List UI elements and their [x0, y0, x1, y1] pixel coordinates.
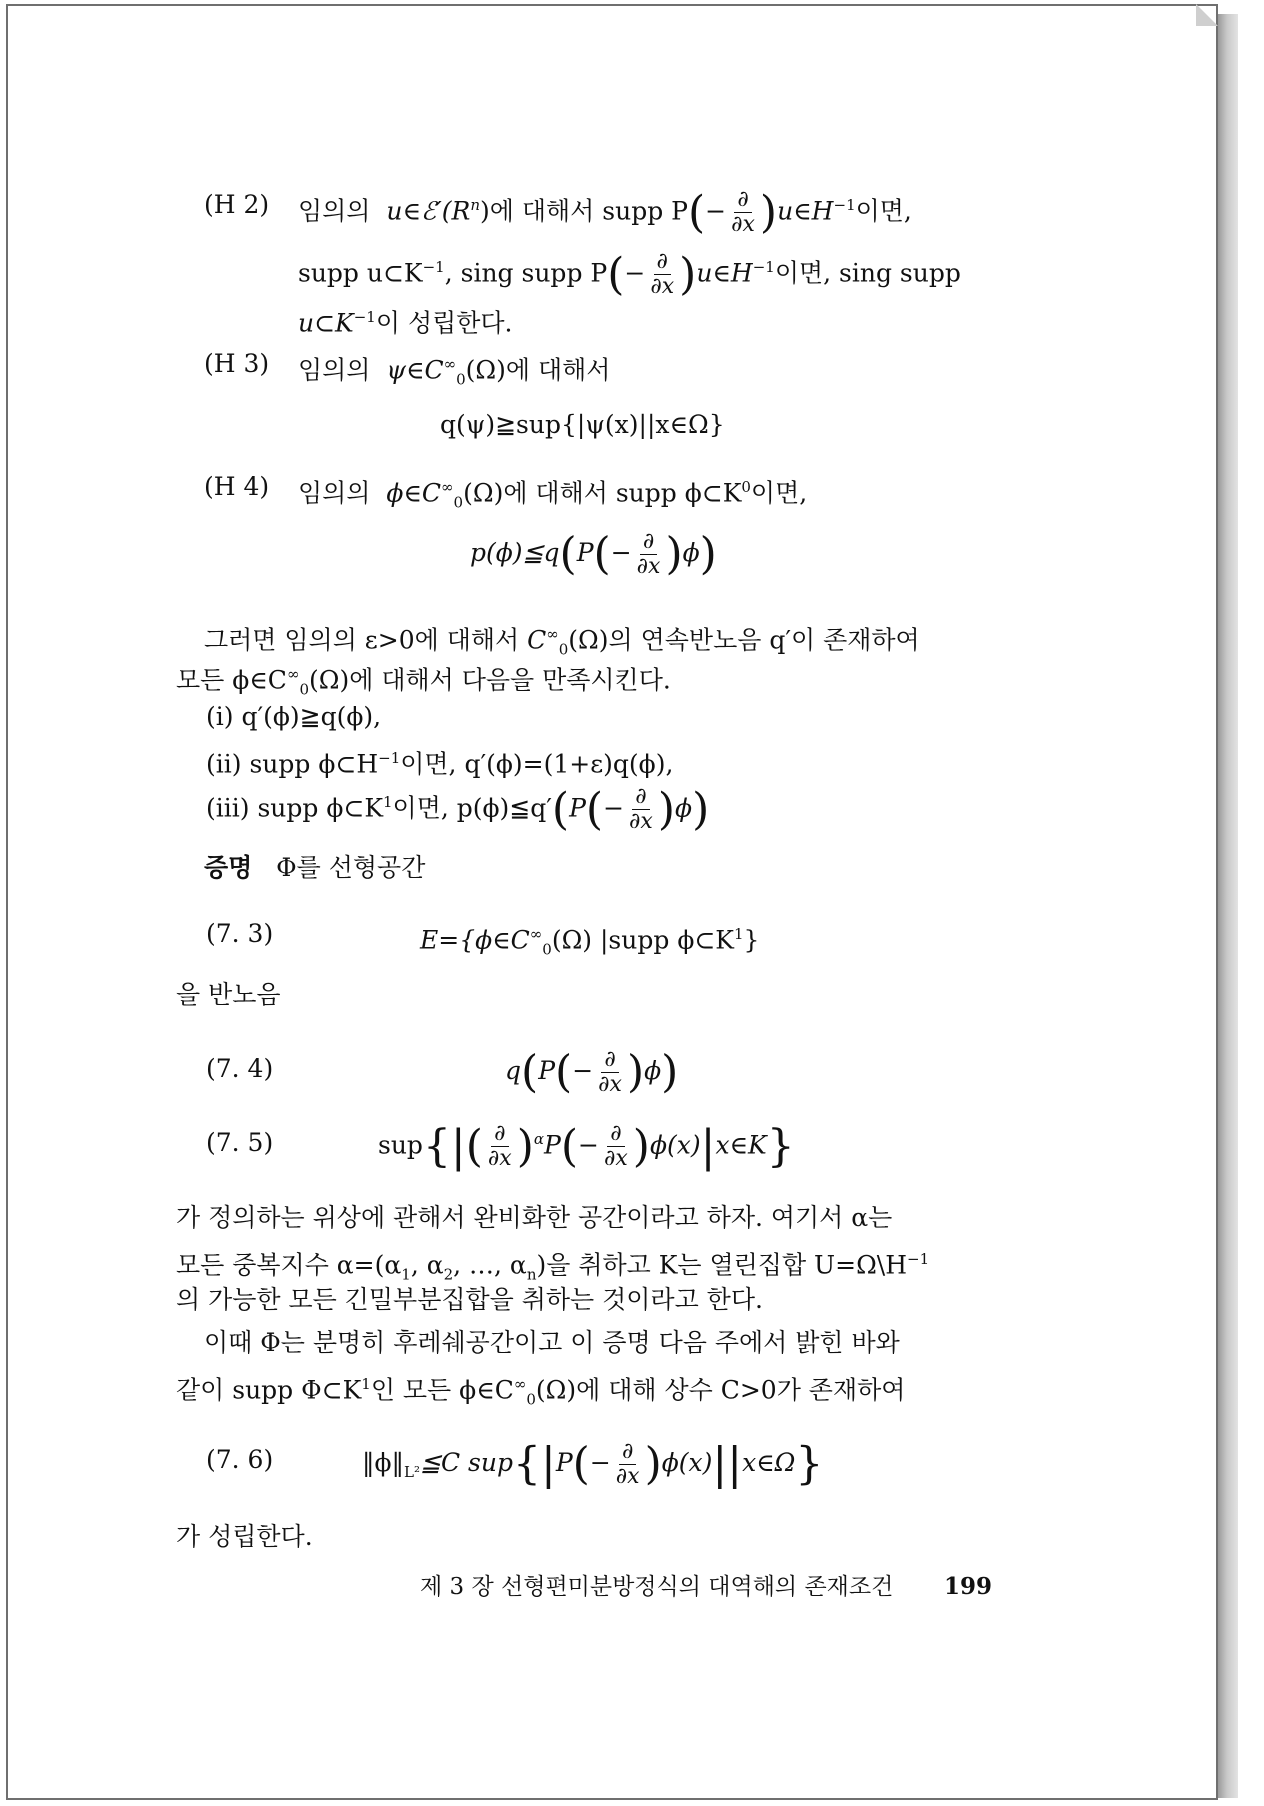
h2-line1: 임의의 $u\in ℰ'(R^n)$에 대해서 supp P(− $\frac{\partial}{\partial x}$ )$u\in H^{-1}$이면,: [298, 186, 912, 238]
eq-7-6-number: (7. 6): [206, 1445, 274, 1474]
running-footer: 제 3 장 선형편미분방정식의 대역해의 존재조건: [420, 1574, 894, 1600]
paragraph1-line1: 그러면 임의의 ε>0에 대해서 $C^\infty_0(\Omega)$의 연속반노음 q′이 존재하여: [204, 625, 920, 659]
item-ii: (ii) supp $\phi\subset H^{-1}$이면, q′(ϕ)=(1+ε)q(ϕ),: [206, 749, 674, 779]
h3-formula: q(ψ)≧sup{|ψ(x)||x∈Ω}: [440, 410, 725, 439]
fraction-d-dx: $\frac{\partial}{\partial x}$: [650, 249, 675, 300]
fraction-d-dx: $\frac{\partial}{\partial x}$: [615, 1439, 640, 1489]
page-edge-shadow: [1218, 14, 1238, 1798]
fraction-d-dx: $\frac{\partial}{\partial x}$: [603, 1121, 628, 1172]
item-iii: (iii) supp $\phi\subset K^1$이면, p(ϕ)≦q′(P(− $\frac{\partial}{\partial x}$ )ϕ): [206, 783, 710, 835]
paragraph2-line3: 의 가능한 모든 긴밀부분집합을 취하는 것이라고 한다.: [176, 1285, 763, 1314]
eq-7-6: $‖\phi‖_{L^2}≦C$ sup{|P(− $\frac{\partial}{\partial x}$ )ϕ(x)||x∈Ω}: [362, 1438, 824, 1490]
h4-label: (H 4): [204, 472, 270, 501]
text-after-7-3: 을 반노음: [176, 980, 281, 1009]
paragraph3-line2: 같이 supp $\Phi\subset K^1$인 모든 $\phi\in C^\infty_0(\Omega)$에 대해 상수 C>0가 존재하여: [176, 1375, 906, 1409]
fraction-d-dx: $\frac{\partial}{\partial x}$: [636, 529, 661, 579]
fraction-d-dx: $\frac{\partial}{\partial x}$: [731, 187, 755, 238]
h2-line2: supp $u\subset K^{-1}$, sing supp P(− $\frac{\partial}{\partial x}$ )$u\in H^{-1}$이면, sing supp: [298, 248, 961, 300]
h4-line1: 임의의 $\phi\in C^\infty_0(\Omega)$에 대해서 supp $\phi\subset K^0$이면,: [298, 478, 808, 512]
page-corner-fold: [1196, 4, 1218, 26]
eq-7-5: sup{|( $\frac{\partial}{\partial x}$ )$^\alpha$P(− $\frac{\partial}{\partial x}$ )ϕ(x)|x∈K}: [378, 1120, 795, 1172]
eq-7-3: $E=\{\phi\in C^\infty_0(\Omega)$ |supp $\phi\subset K^1$}: [420, 925, 760, 959]
fraction-d-dx: $\frac{\partial}{\partial x}$: [629, 784, 653, 835]
paragraph3-line1: 이때 Φ는 분명히 후레쉐공간이고 이 증명 다음 주에서 밝힌 바와: [204, 1328, 900, 1357]
eq-7-4: q(P(− $\frac{\partial}{\partial x}$ )ϕ): [505, 1046, 679, 1098]
paragraph2-line2: 모든 중복지수 $\alpha=(\alpha_1$, $\alpha_2$, …, $\alpha_n$)을 취하고 K는 열린집합 $U=\Omega\backslash H^{-1}$: [176, 1250, 930, 1284]
h2-label: (H 2): [204, 190, 270, 219]
h4-formula: p(ϕ)≦q(P(− $\frac{\partial}{\partial x}$ )ϕ): [470, 528, 717, 580]
proof-line: 증명 Φ를 선형공간: [204, 853, 426, 882]
fraction-d-dx: $\frac{\partial}{\partial x}$: [487, 1121, 512, 1172]
closing-text: 가 성립한다.: [176, 1522, 313, 1551]
paragraph2-line1: 가 정의하는 위상에 관해서 완비화한 공간이라고 하자. 여기서 α는: [176, 1203, 893, 1232]
fraction-d-dx: $\frac{\partial}{\partial x}$: [598, 1047, 622, 1097]
proof-label: 증명: [204, 853, 253, 882]
eq-7-5-number: (7. 5): [206, 1128, 274, 1157]
h3-label: (H 3): [204, 349, 270, 378]
eq-7-3-number: (7. 3): [206, 919, 274, 948]
h2-line3: $u\subset K^{-1}$이 성립한다.: [298, 308, 513, 338]
paragraph1-line2: 모든 $\phi\in C^\infty_0(\Omega)$에 대해서 다음을 만족시킨다.: [176, 665, 671, 699]
h3-line1: 임의의 $\psi\in C^\infty_0(\Omega)$에 대해서: [298, 355, 611, 389]
eq-7-4-number: (7. 4): [206, 1054, 274, 1083]
page-number: 199: [944, 1573, 993, 1600]
item-i: (i) q′(ϕ)≧q(ϕ),: [206, 702, 382, 731]
